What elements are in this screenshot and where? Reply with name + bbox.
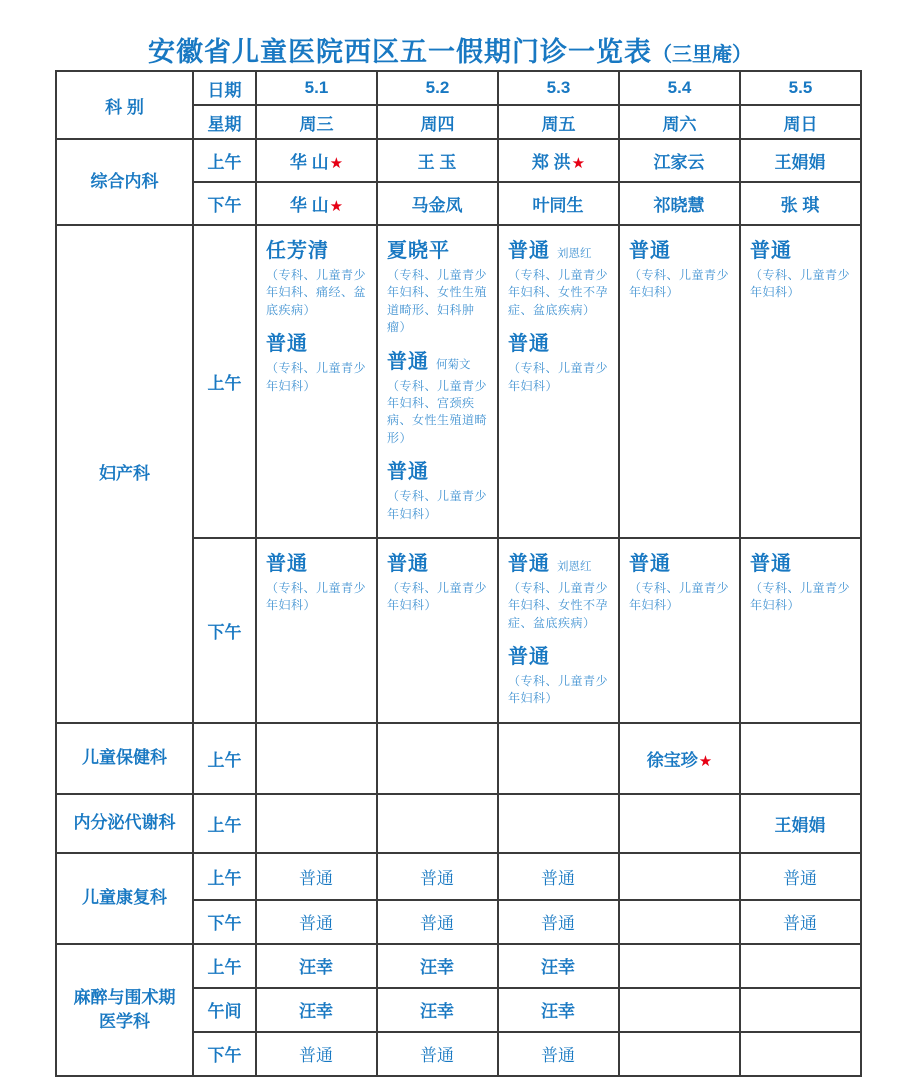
clinic-entry xyxy=(266,547,369,615)
clinic-note: （专科、儿童青少年妇科） xyxy=(387,489,488,521)
schedule-cell xyxy=(256,1032,377,1076)
clinic-name: 普通 xyxy=(541,1046,575,1066)
table-row xyxy=(56,944,861,988)
dept-label-endocrinology: 内分泌代谢科 xyxy=(56,794,193,853)
week-label-cell: 星期 xyxy=(193,105,256,139)
star-icon: ★ xyxy=(329,198,344,215)
table-row xyxy=(56,794,861,853)
dept-label-rehabilitation: 儿童康复科 xyxy=(56,853,193,944)
time-label: 下午 xyxy=(193,1032,256,1076)
dept-label-anesthesiology: 麻醉与围术期 医学科 xyxy=(56,944,193,1076)
clinic-entry xyxy=(387,345,490,448)
schedule-cell xyxy=(256,139,377,182)
schedule-cell xyxy=(619,225,740,538)
time-label: 上午 xyxy=(193,853,256,900)
clinic-note: （专科、儿童青少年妇科） xyxy=(750,580,851,613)
schedule-cell xyxy=(498,723,619,794)
clinic-name: 普通 xyxy=(508,240,550,262)
clinic-name: 普通 xyxy=(508,333,550,356)
time-label: 下午 xyxy=(193,900,256,944)
date-cell: 5.4 xyxy=(619,71,740,105)
schedule-cell xyxy=(740,1032,861,1076)
clinic-note: （专科、儿童青少年妇科） xyxy=(629,580,730,613)
table-row xyxy=(56,139,861,182)
schedule-cell xyxy=(377,988,498,1032)
clinic-note: （专科、儿童青少年妇科） xyxy=(266,580,367,613)
schedule-cell xyxy=(498,988,619,1032)
schedule-cell xyxy=(377,139,498,182)
schedule-cell xyxy=(619,182,740,225)
table-row xyxy=(56,853,861,900)
clinic-name: 普通 xyxy=(783,868,817,888)
weekday-cell: 周六 xyxy=(619,105,740,139)
clinic-note: （专科、儿童青少年妇科、女性不孕症、盆底疾病） xyxy=(508,268,609,317)
weekday-cell: 周三 xyxy=(256,105,377,139)
clinic-name: 普通 xyxy=(420,914,454,934)
schedule-cell xyxy=(377,538,498,723)
clinic-note: （专科、儿童青少年妇科、宫颈疾病、女性生殖道畸形） xyxy=(387,378,488,445)
doctor-name: 汪幸 xyxy=(420,1002,454,1022)
clinic-name: 普通 xyxy=(299,1046,333,1066)
page-title-main: 安徽省儿童医院西区五一假期门诊一览表 xyxy=(148,37,652,67)
clinic-entry xyxy=(508,327,611,395)
clinic-name: 普通 xyxy=(299,914,333,934)
schedule-cell xyxy=(740,853,861,900)
date-cell: 5.1 xyxy=(256,71,377,105)
schedule-cell xyxy=(619,1032,740,1076)
doctor-name: 徐宝珍 xyxy=(646,750,698,770)
clinic-name: 普通 xyxy=(420,868,454,888)
date-cell: 5.3 xyxy=(498,71,619,105)
schedule-cell xyxy=(377,182,498,225)
schedule-cell xyxy=(256,182,377,225)
clinic-name: 普通 xyxy=(387,552,429,575)
time-label: 下午 xyxy=(193,182,256,225)
schedule-cell xyxy=(377,944,498,988)
clinic-name: 普通 xyxy=(629,240,671,262)
schedule-cell xyxy=(740,723,861,794)
doctor-name: 叶同生 xyxy=(532,196,584,215)
clinic-name: 夏晓平 xyxy=(387,240,450,262)
doctor-subname: 刘恩红 xyxy=(557,248,592,260)
clinic-name: 普通 xyxy=(783,914,817,934)
clinic-name: 普通 xyxy=(629,552,671,575)
doctor-name: 汪幸 xyxy=(299,958,333,978)
clinic-entry xyxy=(750,547,853,615)
table-row-date xyxy=(56,71,861,105)
clinic-entry xyxy=(266,327,369,395)
clinic-note: （专科、儿童青少年妇科） xyxy=(750,268,851,300)
date-label-cell: 日期 xyxy=(193,71,256,105)
clinic-entry xyxy=(266,234,369,319)
doctor-name: 马金凤 xyxy=(411,196,463,215)
schedule-cell xyxy=(377,853,498,900)
schedule-cell xyxy=(619,794,740,853)
clinic-note: （专科、儿童青少年妇科） xyxy=(508,674,609,706)
doctor-subname: 刘恩红 xyxy=(557,560,592,573)
doctor-name: 华 山 xyxy=(289,153,329,172)
schedule-cell xyxy=(740,139,861,182)
schedule-cell xyxy=(498,853,619,900)
schedule-cell xyxy=(377,225,498,538)
schedule-cell xyxy=(740,538,861,723)
schedule-cell xyxy=(619,538,740,723)
weekday-cell: 周四 xyxy=(377,105,498,139)
clinic-name: 普通 xyxy=(541,868,575,888)
schedule-cell xyxy=(498,139,619,182)
dept-label-internal-medicine: 综合内科 xyxy=(56,139,193,225)
schedule-cell xyxy=(740,182,861,225)
schedule-cell xyxy=(740,988,861,1032)
doctor-name: 郑 洪 xyxy=(531,153,571,172)
schedule-cell xyxy=(498,944,619,988)
schedule-cell xyxy=(619,853,740,900)
doctor-name: 王 玉 xyxy=(417,153,457,172)
clinic-entry xyxy=(387,547,490,615)
weekday-cell: 周日 xyxy=(740,105,861,139)
time-label: 下午 xyxy=(193,538,256,723)
time-label: 上午 xyxy=(193,723,256,794)
clinic-entry xyxy=(387,234,490,337)
clinic-entry xyxy=(508,547,611,632)
clinic-entry xyxy=(629,547,732,615)
clinic-entry xyxy=(750,234,853,302)
clinic-note: （专科、儿童青少年妇科） xyxy=(508,361,609,393)
star-icon: ★ xyxy=(571,155,586,172)
dept-label-child-healthcare: 儿童保健科 xyxy=(56,723,193,794)
schedule-cell xyxy=(498,225,619,538)
table-row xyxy=(56,225,861,538)
schedule-cell xyxy=(740,794,861,853)
clinic-name: 普通 xyxy=(750,552,792,575)
doctor-name: 汪幸 xyxy=(541,958,575,978)
time-label: 上午 xyxy=(193,225,256,538)
clinic-name: 普通 xyxy=(420,1046,454,1066)
schedule-table xyxy=(55,70,862,1077)
doctor-subname: 何菊文 xyxy=(436,358,471,371)
star-icon: ★ xyxy=(329,155,344,172)
date-cell: 5.2 xyxy=(377,71,498,105)
clinic-name: 普通 xyxy=(508,552,550,575)
dept-header-cell: 科 别 xyxy=(56,71,193,139)
schedule-cell xyxy=(619,944,740,988)
time-label: 上午 xyxy=(193,794,256,853)
clinic-note: （专科、儿童青少年妇科、痛经、盆底疾病） xyxy=(266,268,367,317)
doctor-name: 汪幸 xyxy=(299,1002,333,1022)
star-icon: ★ xyxy=(698,752,713,770)
clinic-entry xyxy=(629,234,732,302)
clinic-entry xyxy=(508,640,611,708)
schedule-cell xyxy=(256,538,377,723)
doctor-name: 张 琪 xyxy=(780,196,820,215)
schedule-cell xyxy=(256,853,377,900)
schedule-cell xyxy=(256,988,377,1032)
schedule-cell xyxy=(498,1032,619,1076)
clinic-note: （专科、儿童青少年妇科） xyxy=(266,361,367,393)
clinic-note: （专科、儿童青少年妇科、女性不孕症、盆底疾病） xyxy=(508,580,609,630)
clinic-note: （专科、儿童青少年妇科） xyxy=(387,580,488,613)
schedule-cell xyxy=(377,900,498,944)
schedule-cell xyxy=(619,988,740,1032)
schedule-cell xyxy=(498,900,619,944)
schedule-cell xyxy=(740,900,861,944)
doctor-name: 汪幸 xyxy=(420,958,454,978)
schedule-cell xyxy=(256,794,377,853)
clinic-name: 普通 xyxy=(387,350,429,373)
schedule-cell xyxy=(498,538,619,723)
doctor-name: 汪幸 xyxy=(541,1002,575,1022)
schedule-cell xyxy=(377,794,498,853)
clinic-name: 普通 xyxy=(387,461,429,484)
schedule-cell xyxy=(740,225,861,538)
clinic-note: （专科、儿童青少年妇科、女性生殖道畸形、妇科肿瘤） xyxy=(387,268,488,335)
page-title xyxy=(0,30,900,69)
clinic-note: （专科、儿童青少年妇科） xyxy=(629,268,730,300)
clinic-name: 普通 xyxy=(266,333,308,356)
schedule-cell xyxy=(256,900,377,944)
schedule-cell xyxy=(619,139,740,182)
time-label: 午间 xyxy=(193,988,256,1032)
clinic-name: 普通 xyxy=(508,646,550,669)
weekday-cell: 周五 xyxy=(498,105,619,139)
schedule-cell xyxy=(256,723,377,794)
schedule-cell xyxy=(498,794,619,853)
clinic-name: 普通 xyxy=(750,240,792,262)
schedule-cell xyxy=(740,944,861,988)
table-row xyxy=(56,723,861,794)
clinic-name: 普通 xyxy=(541,914,575,934)
schedule-cell xyxy=(256,225,377,538)
clinic-name: 普通 xyxy=(266,552,308,575)
schedule-cell xyxy=(619,900,740,944)
schedule-cell xyxy=(377,723,498,794)
doctor-name: 华 山 xyxy=(289,196,329,215)
doctor-name: 王娟娟 xyxy=(774,815,826,835)
page-title-suffix: （三里庵） xyxy=(652,44,752,66)
schedule-cell xyxy=(377,1032,498,1076)
time-label: 上午 xyxy=(193,944,256,988)
doctor-name: 王娟娟 xyxy=(774,153,826,172)
schedule-cell xyxy=(256,944,377,988)
schedule-cell xyxy=(619,723,740,794)
date-cell: 5.5 xyxy=(740,71,861,105)
clinic-name: 任芳清 xyxy=(266,240,329,262)
doctor-name: 祁晓慧 xyxy=(653,196,705,215)
clinic-entry xyxy=(508,234,611,319)
clinic-name: 普通 xyxy=(299,868,333,888)
doctor-name: 江家云 xyxy=(653,153,705,172)
time-label: 上午 xyxy=(193,139,256,182)
clinic-entry xyxy=(387,455,490,523)
schedule-cell xyxy=(498,182,619,225)
dept-label-obstetrics: 妇产科 xyxy=(56,225,193,723)
